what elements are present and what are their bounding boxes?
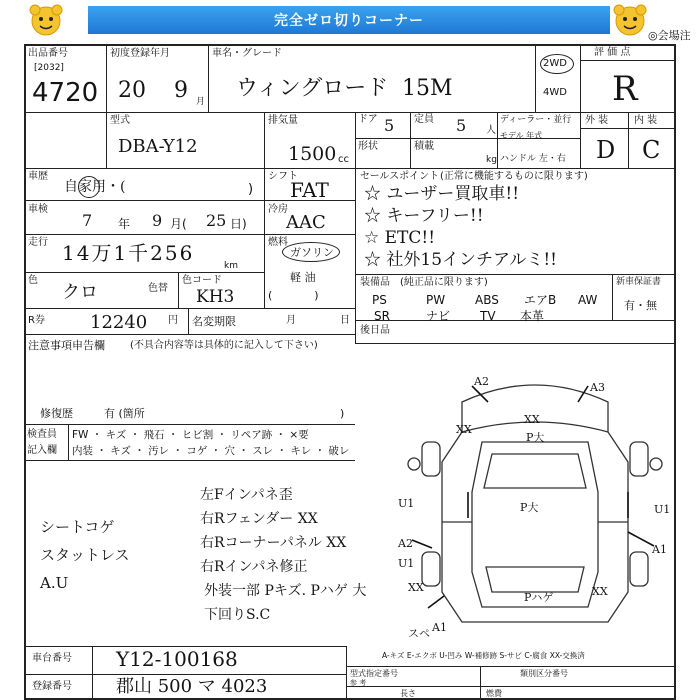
- first-reg-month: 9: [174, 78, 188, 103]
- equipment-item: ナビ: [426, 309, 451, 323]
- diagram-mark: U1: [654, 503, 671, 516]
- diagram-mark: U1: [398, 497, 415, 510]
- color-label: 色: [28, 275, 38, 286]
- diagram-mark: A1: [652, 543, 667, 556]
- equipment-item: SR: [374, 309, 390, 323]
- footer-label-4: 長さ: [400, 689, 416, 698]
- diagram-mark: A3: [590, 381, 605, 394]
- equipment-item: エアB: [524, 293, 557, 307]
- name-change-label: 名変期限: [192, 315, 236, 328]
- inspector-label-2: 記入欄: [27, 445, 57, 456]
- sales-points-label: セールスポイント: [360, 171, 440, 182]
- cc-unit: cc: [338, 154, 349, 165]
- fuel-diesel: 軽 油: [290, 271, 316, 284]
- diagram-mark: P大: [520, 501, 539, 514]
- inspector-row-1: FW ・ キズ ・ 飛石 ・ ヒビ割 ・ リペア跡 ・ ×要: [72, 429, 309, 441]
- mileage-value: 14万1千256: [62, 241, 195, 265]
- diagram-mark: P大: [526, 431, 545, 444]
- insp-year-unit: 年: [118, 217, 131, 231]
- capacity-label: 定員: [414, 114, 434, 125]
- equipment-item: ABS: [475, 293, 499, 307]
- footer-label-1: 型式指定番号: [350, 669, 398, 678]
- shift-value: FAT: [290, 178, 329, 202]
- history-value: 自家用・(: [64, 179, 126, 195]
- insp-day-unit: 日): [230, 217, 247, 231]
- score-value: R: [612, 69, 638, 109]
- fuel-label: 燃料: [268, 237, 288, 248]
- note-right-item: 左Fインパネ歪: [200, 487, 293, 503]
- grade: 15M: [402, 76, 453, 101]
- drive-4wd: 4WD: [543, 87, 567, 98]
- equipment-item: PS: [372, 293, 387, 307]
- model-year-label: モデル 年式: [500, 131, 543, 140]
- lot-label: 出品番号: [28, 48, 68, 59]
- insp-month-unit: 月(: [170, 217, 187, 231]
- ac-label: 冷房: [268, 204, 288, 215]
- recycle-value: 12240: [90, 312, 148, 333]
- displacement-value: 1500: [288, 143, 337, 165]
- color-code-label: 色コード: [182, 275, 222, 286]
- sales-point-item: ☆ 社外15インチアルミ!!: [364, 250, 558, 270]
- score-label: 評 価 点: [594, 47, 631, 58]
- diagram-mark: スペ: [408, 627, 430, 640]
- name-change-day: 日: [340, 315, 350, 326]
- footer-label-3: 参 考: [350, 679, 367, 687]
- capacity-value: 5: [456, 116, 467, 135]
- mascot-right-icon: [612, 2, 648, 38]
- exterior-grade: D: [596, 136, 616, 164]
- equipment-item: AW: [578, 293, 598, 307]
- diagram-mark: U1: [398, 557, 415, 570]
- equipment-item: TV: [480, 309, 496, 323]
- diagram-mark: XX: [524, 413, 540, 426]
- equipment-item: 本革: [520, 309, 545, 323]
- model-name: ウィングロード: [236, 76, 389, 101]
- banner-title: 完全ゼロ切りコーナー: [88, 6, 610, 34]
- warranty-value: 有・無: [624, 299, 657, 312]
- interior-label: 内 装: [634, 115, 658, 126]
- model-label: 車名・グレード: [212, 48, 282, 59]
- inspector-row-2: 内装 ・ キズ ・ 汚レ ・ コゲ ・ 穴 ・ スレ ・ キレ ・ 破レ: [72, 445, 350, 457]
- note-right-item: 外装一部 Pキズ. Pハゲ 大: [204, 583, 367, 599]
- km-unit: km: [224, 261, 238, 271]
- note-left-item: シートコゲ: [40, 518, 115, 536]
- diagram-mark: XX: [408, 581, 424, 594]
- diagram-mark: Pハゲ: [524, 591, 554, 604]
- inspection-label: 車検: [28, 204, 48, 215]
- shape-label: 形状: [358, 141, 378, 152]
- sales-point-item: ☆ キーフリー!!: [364, 206, 484, 226]
- diagram-mark: XX: [456, 423, 472, 436]
- ac-value: AAC: [286, 212, 326, 233]
- displacement-label: 排気量: [268, 115, 298, 126]
- fuel-petrol: ガソリン: [290, 246, 334, 259]
- history-label: 車歴: [28, 171, 48, 182]
- exterior-label: 外 装: [585, 115, 609, 126]
- note-right-item: 右Rフェンダー XX: [200, 511, 318, 527]
- doors-value: 5: [384, 116, 395, 135]
- yen-unit: 円: [168, 315, 178, 326]
- diagram-mark: A1: [432, 621, 447, 634]
- repair-label: 修復歴: [40, 407, 73, 420]
- color-code: KH3: [196, 287, 235, 307]
- history-end: ): [248, 182, 254, 197]
- first-reg-year: 20: [118, 78, 146, 103]
- insp-year: 7: [82, 211, 93, 230]
- fuel-other: ( ): [268, 289, 319, 302]
- sales-point-item: ☆ ETC!!: [364, 228, 436, 248]
- persons-unit: 人: [486, 125, 496, 136]
- chassis-value: Y12-100168: [116, 647, 238, 671]
- diagram-mark: A2: [474, 375, 489, 388]
- footer-label-2: 類別区分番号: [520, 669, 568, 678]
- registration-value: 郡山 500 マ 4023: [116, 676, 268, 697]
- doors-label: ドア: [358, 114, 378, 125]
- inspector-label-1: 検査員: [27, 429, 57, 440]
- name-change-month: 月: [286, 315, 296, 326]
- registration-label: 登録番号: [32, 681, 72, 692]
- lot-number: 4720: [32, 78, 99, 108]
- interior-grade: C: [642, 136, 661, 164]
- chassis-label: 車台番号: [32, 653, 72, 664]
- note-left-item: スタットレス: [40, 546, 130, 564]
- corner-note: ◎会場注: [648, 29, 691, 42]
- mileage-label: 走行: [28, 237, 48, 248]
- shift-label: シフト: [268, 171, 298, 182]
- kg-unit: kg: [486, 155, 497, 165]
- new-warranty-label: 新車保証書: [616, 277, 662, 287]
- diagram-mark: A2: [398, 537, 413, 550]
- equipment-instruction: (純正品に限ります): [400, 277, 488, 288]
- type-label: 型式: [110, 115, 130, 126]
- month-unit: 月: [196, 97, 206, 107]
- note-right-item: 右Rコーナーパネル XX: [200, 535, 347, 551]
- load-label: 積載: [414, 141, 434, 152]
- diagram-mark: XX: [592, 585, 608, 598]
- color-value: クロ: [62, 282, 98, 303]
- equipment-label: 装備品: [360, 277, 390, 288]
- mascot-left-icon: [28, 2, 64, 38]
- first-reg-label: 初度登録年月: [110, 48, 170, 59]
- color-change-label: 色替: [148, 283, 168, 294]
- type-value: DBA-Y12: [118, 136, 198, 157]
- repair-value: 有 (箇所: [104, 407, 145, 420]
- footer-label-5: 燃費: [486, 689, 502, 698]
- drive-2wd: 2WD: [543, 58, 567, 69]
- rear-seat-label: 後日品: [360, 325, 390, 336]
- handle-label: ハンドル 左・右: [500, 154, 566, 164]
- insp-month: 9: [152, 211, 163, 230]
- equipment-item: PW: [426, 293, 446, 307]
- notes-instruction: (不具合内容等は具体的に記入して下さい): [130, 340, 318, 351]
- dealer-label: ディーラー・並行: [500, 115, 572, 125]
- recycle-label: R券: [28, 315, 45, 326]
- note-right-item: 右Rインパネ修正: [200, 559, 308, 575]
- notes-label: 注意事項申告欄: [28, 339, 105, 352]
- sales-points-instruction: (正常に機能するものに限ります): [440, 171, 588, 182]
- repair-end: ): [340, 407, 345, 420]
- lot-sub: [2032]: [34, 63, 64, 73]
- note-left-item: A.U: [40, 574, 69, 592]
- damage-legend: A-キズ E-エクボ U-凹み W-補修跡 S-サビ C-腐食 XX-交換済: [382, 651, 585, 660]
- sales-point-item: ☆ ユーザー買取車!!: [364, 184, 520, 204]
- note-right-item: 下回りS.C: [204, 607, 271, 623]
- insp-day: 25: [206, 211, 227, 230]
